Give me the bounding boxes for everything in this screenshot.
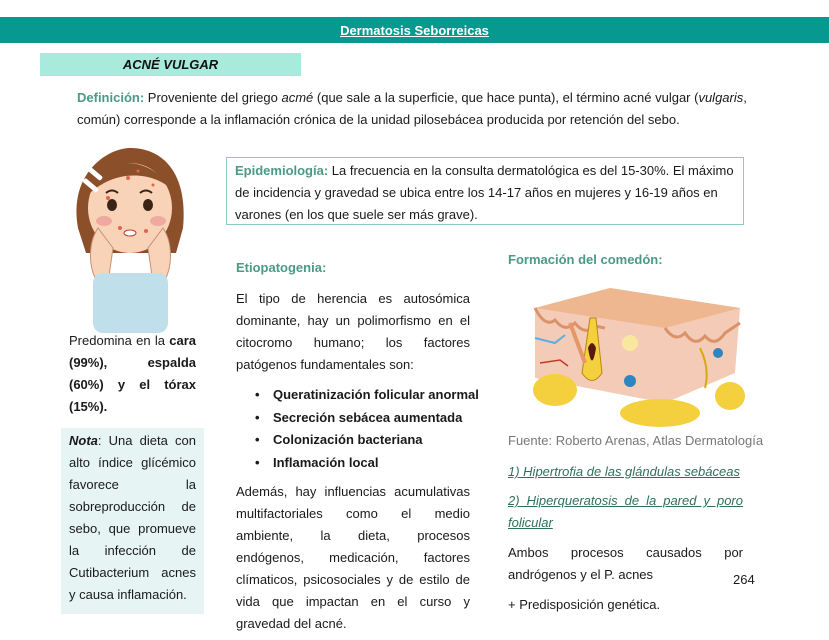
note-label: Nota bbox=[69, 433, 98, 448]
predominance-label: Predomina en la bbox=[69, 333, 170, 348]
epidemiology-label: Epidemiología: bbox=[235, 163, 329, 178]
epidemiology-text: La frecuencia en la consulta dermatológica es del 15-30%. El máximo de incidencia y gravedad se ubica entre los 14-17 años en mujeres y 16-19 años en varones (en los que suele ser más grave). bbox=[235, 163, 734, 222]
note-text: : Una dieta con alto índice glícémico favorece la sobreproducción de sebo, que promueve la infección de Cutibacterium acnes y causa inflamación. bbox=[69, 433, 196, 602]
section-title: ACNÉ VULGAR bbox=[122, 57, 219, 72]
definition-label: Definición: bbox=[77, 90, 145, 105]
etiopathogenesis-intro: El tipo de herencia es autosómica dominante, hay un polimorfismo en el citocromo humano; los factores patógenos fundamentales son: bbox=[236, 291, 470, 372]
page-number: 264 bbox=[733, 572, 755, 587]
acne-girl-illustration-icon bbox=[68, 143, 193, 333]
predominance-values: cara (99%), espalda (60%) y el tórax (15%). bbox=[69, 333, 196, 414]
comedone-point-1[interactable]: 1) Hipertrofia de las glándulas sebáceas bbox=[508, 464, 740, 479]
predominance-text bbox=[69, 330, 196, 418]
comedone-cause: Ambos procesos causados por andrógenos y el P. acnes bbox=[508, 545, 743, 582]
factor-item: • Colonización bacteriana bbox=[236, 429, 481, 452]
definition-paragraph bbox=[77, 87, 747, 131]
definition-text: Proveniente del griego bbox=[144, 90, 282, 105]
factor-item: • Queratinización folicular anormal bbox=[236, 384, 481, 407]
etiopathogenesis-more: Además, hay influencias acumulativas multifactoriales como el medio ambiente, la dieta, procesos endógenos, medicación, factores clímaticos, psicosociales y de estilo de vida que impactan en el curso y gravedad del acné. bbox=[236, 484, 470, 631]
definition-text: , común) corresponde a la inflamación crónica de la unidad pilosebácea producida por retención del sebo. bbox=[77, 90, 747, 127]
header-title[interactable]: Dermatosis Seborreicas bbox=[340, 22, 489, 38]
comedone-point-2[interactable]: 2) Hiperqueratosis de la pared y poro folicular bbox=[508, 493, 743, 530]
comedone-title: Formación del comedón: bbox=[508, 252, 663, 267]
definition-text: (que sale a la superficie, que hace punta), el término acné vulgar ( bbox=[313, 90, 699, 105]
genetic-predisposition: + Predisposición genética. bbox=[508, 597, 661, 612]
etiopathogenesis-title: Etiopatogenia: bbox=[236, 260, 327, 275]
epidemiology-box bbox=[226, 157, 744, 225]
skin-cross-section-diagram-icon bbox=[530, 278, 745, 428]
definition-term: acmé bbox=[281, 90, 314, 105]
header-bar bbox=[0, 17, 829, 43]
note-box bbox=[61, 428, 204, 614]
definition-term: vulgaris bbox=[698, 90, 744, 105]
section-tag bbox=[40, 53, 301, 76]
factor-item: • Inflamación local bbox=[236, 452, 481, 475]
source-caption: Fuente: Roberto Arenas, Atlas Dermatología bbox=[508, 433, 764, 448]
factors-list bbox=[236, 384, 481, 474]
factor-item: • Secreción sebácea aumentada bbox=[236, 407, 481, 430]
